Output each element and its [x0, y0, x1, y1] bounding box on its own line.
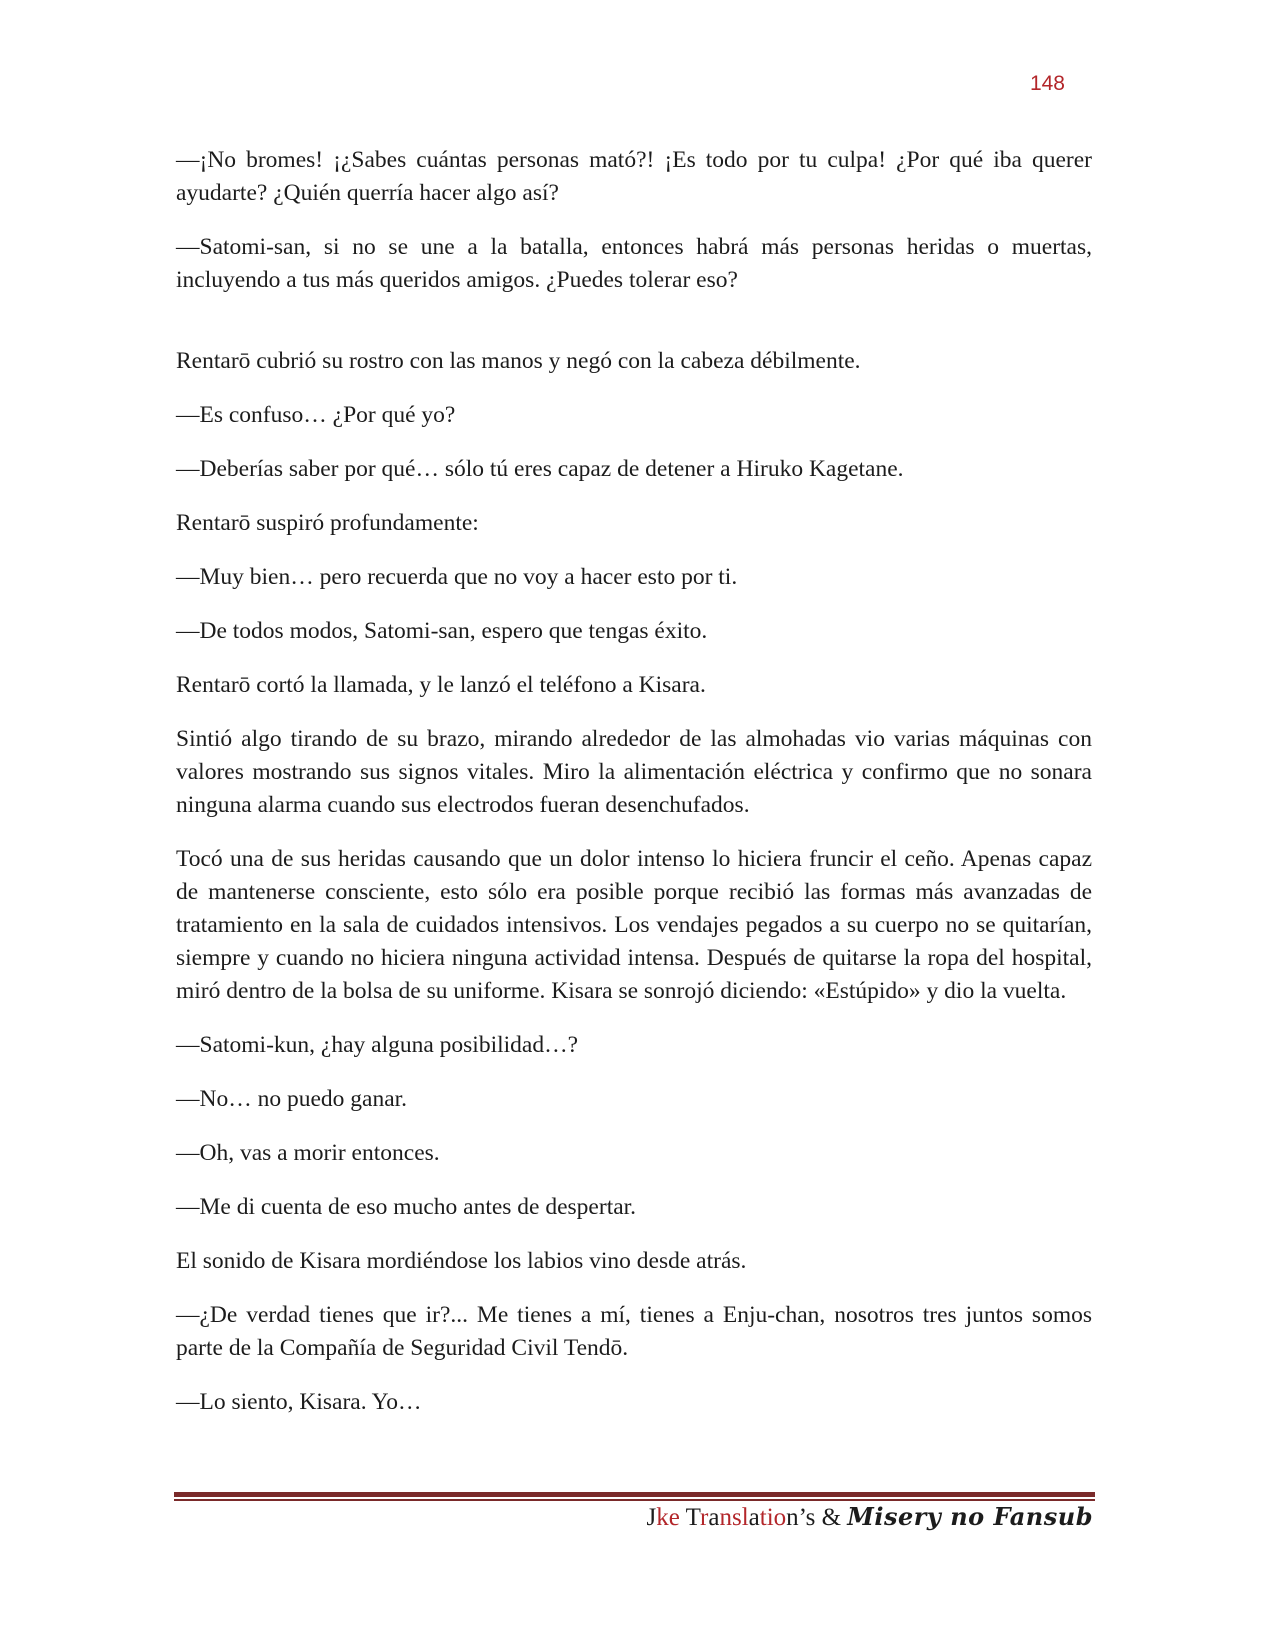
paragraph: Rentarō cortó la llamada, y le lanzó el teléfono a Kisara.: [176, 672, 706, 698]
footer-translation-part: a: [708, 1504, 720, 1531]
paragraph: —¿De verdad tienes que ir?... Me tienes a mí, tienes a Enju-chan, nosotros tres juntos somos parte de la Compañía de Seguridad Civil Tendō.: [176, 1302, 1092, 1361]
footer-translation-part: nsl: [719, 1504, 749, 1531]
paragraph: —Muy bien… pero recuerda que no voy a hacer esto por ti.: [176, 564, 738, 590]
footer-translation-part: a: [748, 1504, 760, 1531]
footer-translation-part: r: [700, 1504, 709, 1531]
footer-misery-fansub: Misery no Fansub: [847, 1502, 1093, 1531]
paragraph: —No… no puedo ganar.: [176, 1086, 408, 1112]
paragraph: Tocó una de sus heridas causando que un dolor intenso lo hiciera fruncir el ceño. Apenas capaz de mantenerse consciente, esto sólo era posible porque recibió las formas más avanzadas de tratamiento en la sala de cuidados intensivos. Los vendajes pegados a su cuerpo no se quitarían, siempre y cuando no hiciera ninguna actividad intensa. Después de quitarse la ropa del hospital, miró dentro de la bolsa de su uniforme. Kisara se sonrojó diciendo: «Estúpido» y dio la vuelta.: [176, 846, 1092, 1004]
paragraph: —Satomi-kun, ¿hay alguna posibilidad…?: [176, 1032, 579, 1058]
paragraph: —Es confuso… ¿Por qué yo?: [176, 402, 456, 428]
paragraph: —De todos modos, Satomi-san, espero que tengas éxito.: [176, 618, 708, 644]
document-body: [176, 144, 1092, 1440]
paragraph: Rentarō suspiró profundamente:: [176, 510, 479, 536]
footer-jke-j: J: [646, 1504, 657, 1531]
footer-translation-part: n: [786, 1504, 799, 1531]
page-number: 148: [1029, 72, 1065, 95]
paragraph: Rentarō cubrió su rostro con las manos y negó con la cabeza débilmente.: [176, 348, 861, 374]
footer-translation-part: T: [679, 1504, 701, 1531]
paragraph: —Deberías saber por qué… sólo tú eres capaz de detener a Hiruko Kagetane.: [176, 456, 904, 482]
paragraph: —Oh, vas a morir entonces.: [176, 1140, 440, 1166]
footer-divider-thin: [174, 1499, 1095, 1501]
paragraph: —Satomi-san, si no se une a la batalla, entonces habrá más personas heridas o muertas, incluyendo a tus más queridos amigos. ¿Puedes tolerar eso?: [176, 234, 1092, 293]
footer-credit: [646, 1502, 1093, 1532]
paragraph: —¡No bromes! ¡¿Sabes cuántas personas mató?! ¡Es todo por tu culpa! ¿Por qué iba querer ayudarte? ¿Quién querría hacer algo así?: [176, 147, 1092, 206]
footer-divider-thick: [174, 1492, 1095, 1497]
footer-translation-part: ’s &: [798, 1504, 848, 1531]
paragraph: —Me di cuenta de eso mucho antes de despertar.: [176, 1194, 637, 1220]
paragraph: —Lo siento, Kisara. Yo…: [176, 1389, 422, 1415]
footer-jke-ke: ke: [656, 1504, 680, 1531]
footer-translation-part: tio: [759, 1504, 787, 1531]
paragraph: Sintió algo tirando de su brazo, mirando alrededor de las almohadas vio varias máquinas con valores mostrando sus signos vitales. Miro la alimentación eléctrica y confirmo que no sonara ninguna alarma cuando sus electrodos fueran desenchufados.: [176, 726, 1092, 818]
paragraph: El sonido de Kisara mordiéndose los labios vino desde atrás.: [176, 1248, 747, 1274]
